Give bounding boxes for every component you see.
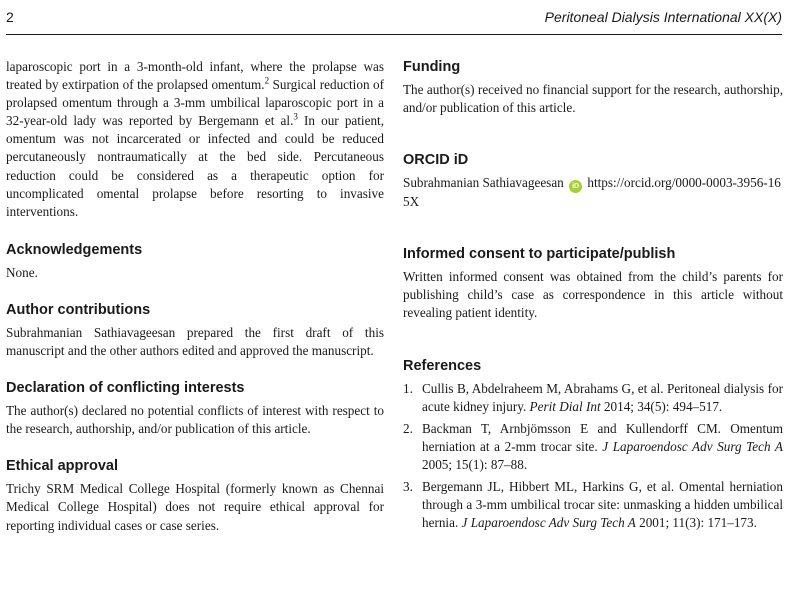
orcid-icon[interactable]: iD xyxy=(569,180,582,193)
funding-text: The author(s) received no financial support for the research, authorship, and/or publication of this article. xyxy=(403,82,783,116)
author-contributions-heading: Author contributions xyxy=(6,301,151,318)
acknowledgements-text: None. xyxy=(6,264,38,280)
informed-consent-section xyxy=(403,245,783,322)
orcid-text xyxy=(403,174,783,211)
conflicts-section xyxy=(6,379,384,438)
running-header xyxy=(6,6,782,35)
page-number: 2 xyxy=(6,9,14,25)
right-column xyxy=(403,58,783,536)
ethical-approval-text: Trichy SRM Medical College Hospital (formerly known as Chennai Medical College Hospital) does not require ethical approval for reporting individual cases or case series. xyxy=(6,481,384,533)
orcid-heading: ORCID iD xyxy=(403,152,469,169)
reference-item: 1. Cullis B, Abdelraheem M, Abrahams G, et al. Peritoneal dialysis for acute kidney injury. Perit Dial Int 2014; 34(5): 494–517. xyxy=(403,380,783,414)
citation-2[interactable]: 2 xyxy=(264,75,270,86)
reference-item: 3. Bergemann JL, Hibbert ML, Harkins G, et al. Omental herniation through a 3-mm umbilical trocar site: unmasking a hidden umbilical hernia. J Laparoendosc Adv Surg Tech A 2001; 11(3): 171–173. xyxy=(403,479,783,531)
funding-section xyxy=(403,58,783,117)
acknowledgements-section xyxy=(6,241,384,282)
references-section xyxy=(403,357,783,533)
references-heading: References xyxy=(403,357,482,374)
journal-title: Peritoneal Dialysis International XX(X) xyxy=(544,9,782,25)
author-contributions-section xyxy=(6,301,384,360)
informed-consent-text: Written informed consent was obtained from the child’s parents for publishing child’s case as correspondence in this article without revealing patient identity. xyxy=(403,269,783,321)
orcid-section xyxy=(403,151,783,211)
ethical-approval-heading: Ethical approval xyxy=(6,458,119,475)
reference-journal: Perit Dial Int xyxy=(529,398,601,414)
left-column xyxy=(6,58,384,535)
reference-list xyxy=(403,380,783,533)
reference-journal: J Laparoendosc Adv Surg Tech A xyxy=(461,515,636,531)
ethical-approval-section xyxy=(6,457,384,534)
orcid-link[interactable]: https://orcid.org/0000-0003-3956-165X xyxy=(403,175,781,210)
informed-consent-heading: Informed consent to participate/publish xyxy=(403,246,676,263)
intro-paragraph: laparoscopic port in a 3-month-old infant, where the prolapse was treated by extirpation of the prolapsed omentum.$^2$ Surgical reduction of prolapsed omentum through a 3-mm umbilical laparoscopic port in a 32-year-old lady was reported by Bergemann et al.$^3$ In our patient, omentum was not incarcerated or infected and could be reduced percutaneously nontraumatically at the bed side. Percutaneous reduction could be considered as a therapeutic option for uncomplicated omental prolapse before resorting to invasive interventions. xyxy=(6,59,385,219)
conflicts-text: The author(s) declared no potential conflicts of interest with respect to the research, authorship, and/or publication of this article. xyxy=(6,403,384,437)
reference-journal: J Laparoendosc Adv Surg Tech A xyxy=(602,438,783,454)
reference-item: 2. Backman T, Arnbjömsson E and Kullendorff CM. Omentum herniation at a 2-mm trocar site. J Laparoendosc Adv Surg Tech A 2005; 15(1): 87–88. xyxy=(403,420,783,472)
citation-3[interactable]: 3 xyxy=(293,111,298,122)
orcid-author-name: Subrahmanian Sathiavageesan xyxy=(403,175,564,191)
conflicts-heading: Declaration of conflicting interests xyxy=(6,380,245,397)
acknowledgements-heading: Acknowledgements xyxy=(6,241,143,258)
funding-heading: Funding xyxy=(403,59,461,75)
author-contributions-text: Subrahmanian Sathiavageesan prepared the first draft of this manuscript and the other authors edited and approved the manuscript. xyxy=(6,324,384,359)
